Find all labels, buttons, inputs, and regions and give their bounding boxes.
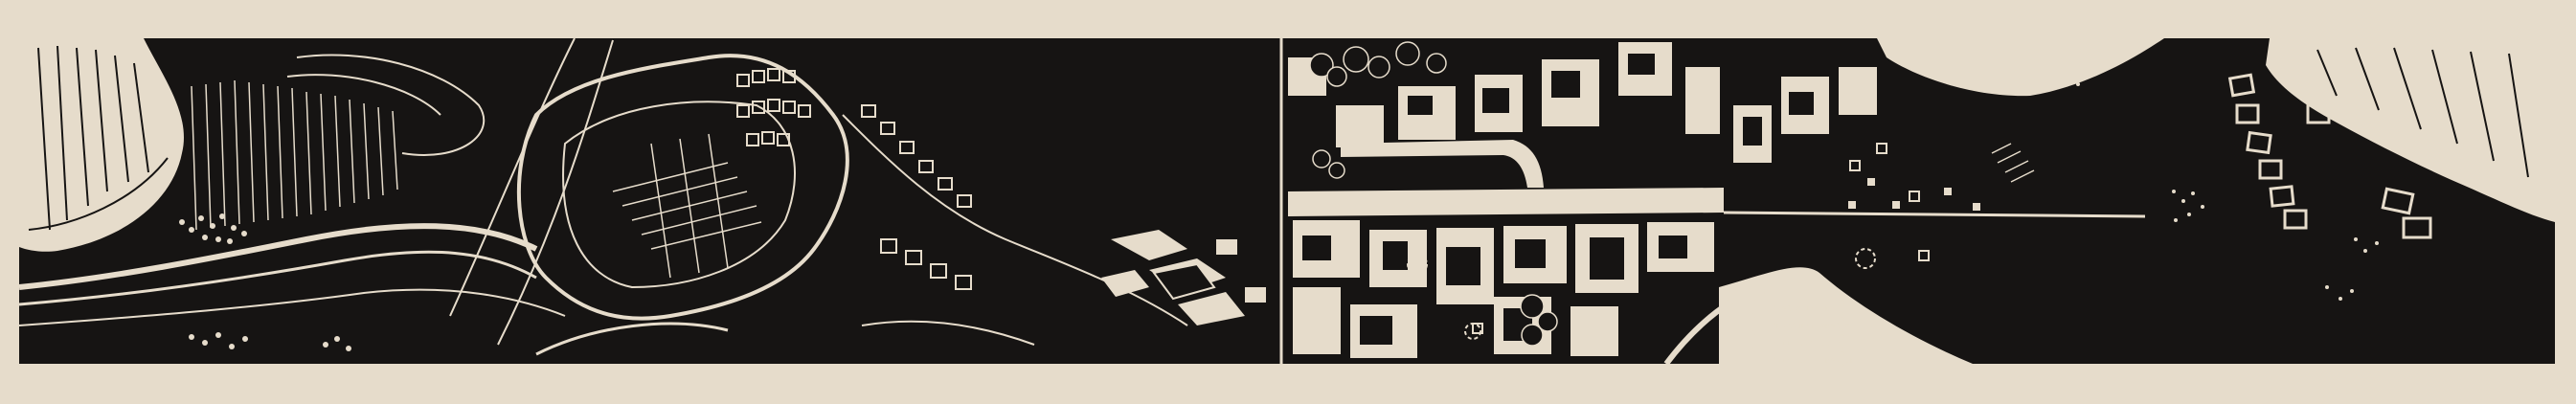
permanent-spaces-symbol bbox=[1761, 324, 1764, 326]
ink-block bbox=[19, 38, 2555, 364]
key-item-label: PERMANENT SPACES bbox=[1772, 322, 1850, 331]
main-road bbox=[1288, 188, 1724, 216]
key-heading: KEY bbox=[1754, 287, 1779, 299]
key-item-label: BUILDINGS USED bbox=[1772, 339, 1841, 348]
key-item-label: PLACES LIVED bbox=[1772, 304, 1831, 314]
buildings-used-symbol bbox=[1758, 338, 1766, 346]
key-item-label: POINT OF DEPARTURE bbox=[1772, 356, 1860, 366]
permanent-spaces-symbol bbox=[1757, 324, 1760, 326]
permanent-spaces-symbol bbox=[1765, 324, 1768, 326]
